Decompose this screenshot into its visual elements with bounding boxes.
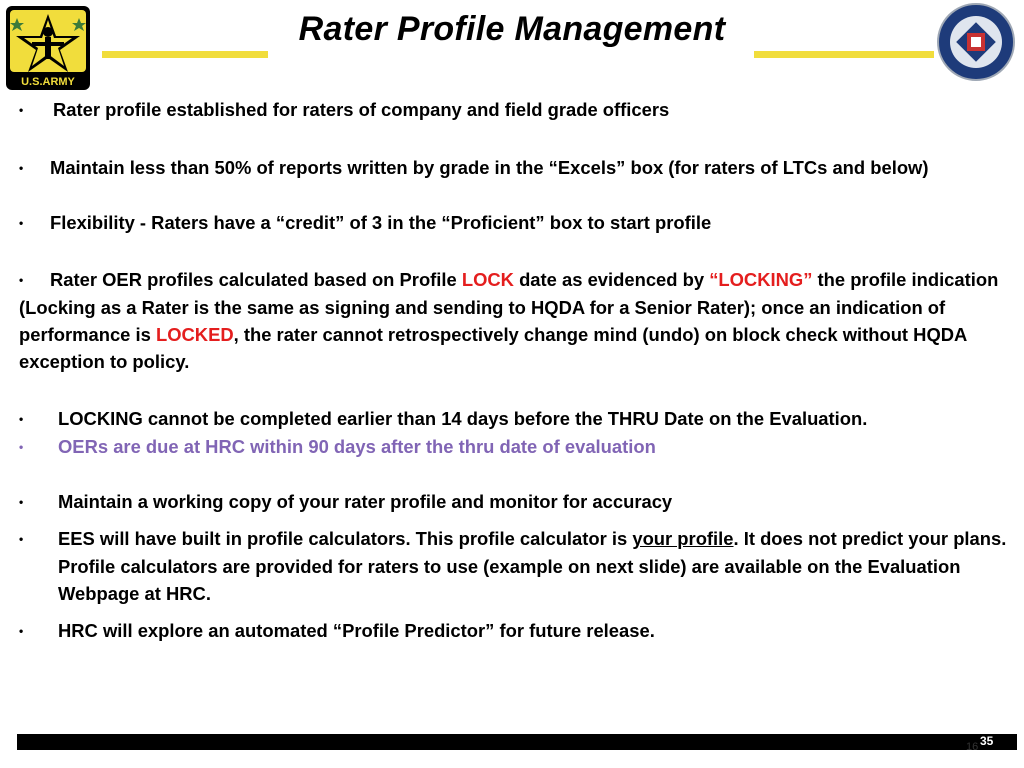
footer-bar — [17, 734, 1017, 750]
svg-text:U.S.ARMY: U.S.ARMY — [21, 76, 75, 88]
title-underline-right — [754, 51, 934, 58]
bullet-rater-profile: • Rater profile established for raters of company and field grade officers — [19, 96, 1014, 124]
bullet-working-copy: • Maintain a working copy of your rater profile and monitor for accuracy — [19, 491, 673, 512]
title-underline-left — [102, 51, 268, 58]
bullet-locking-timing: • LOCKING cannot be completed earlier than 14 days before the THRU Date on the Evaluation. — [19, 408, 868, 429]
your-profile-underlined: your profile — [632, 528, 734, 549]
locked-highlight: LOCKED — [155, 324, 234, 345]
bullet-profile-predictor: • HRC will explore an automated “Profile Predictor” for future release. — [19, 620, 655, 641]
bullet-oer-due: • OERs are due at HRC within 90 days after the thru date of evaluation — [19, 436, 656, 457]
bullet-excels-limit: • Maintain less than 50% of reports written by grade in the “Excels” box (for raters of LTCs and below) — [19, 157, 929, 178]
bullet-list — [19, 93, 1014, 645]
bullet-flexibility: • Flexibility - Raters have a “credit” of 3 in the “Proficient” box to start profile — [19, 212, 712, 233]
bullet-profile-calculators: • EES will have built in profile calculators. This profile calculator is your profile. It does not predict your plans. Profile calculators are provided for raters to use (example on next slide) are available on the Evaluation Webpage at HRC. — [19, 528, 1007, 604]
bullet-dot: • — [19, 103, 24, 117]
page-number: 35 — [980, 734, 994, 748]
page-title: Rater Profile Management — [298, 10, 726, 48]
locking-highlight: “LOCKING” — [709, 269, 813, 290]
lock-highlight: LOCK — [461, 269, 514, 290]
bullet-profile-lock: • Rater OER profiles calculated based on Profile LOCK date as evidenced by “LOCKING” the profile indication (Locking as a Rater is the same as signing and sending to HQDA for a Senior Rater); once an indication of performance is LOCKED, the rater cannot retrospectively change mind (undo) on block check without HQDA exception to policy. — [19, 269, 999, 372]
small-page-number: 16 — [966, 741, 979, 753]
